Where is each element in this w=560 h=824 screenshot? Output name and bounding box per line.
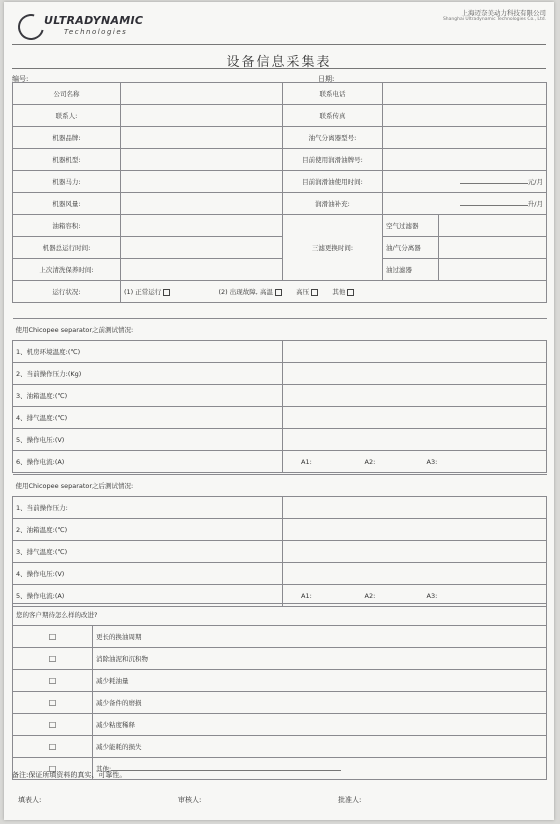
filler-label: 填表人: [18,796,42,804]
table-row [13,604,547,626]
before-row-value[interactable] [283,341,547,363]
before-row-label: 4、排气温度:(℃) [13,407,283,429]
expectation-item-other[interactable] [93,758,547,780]
before-a2-label: A2: [343,451,403,473]
table-row [13,149,547,171]
before-row-label: 3、油箱温度:(℃) [13,385,283,407]
lube-brand-label: 目前使用润滑油牌号: [283,149,383,171]
fax-label: 联系传真 [283,105,383,127]
footer-note: 备注:保证所填资料的真实、可靠性。 [12,771,127,779]
table-row [13,259,547,281]
table-row [13,670,547,692]
expectation-item: 更长的换油周期 [93,626,547,648]
table-row [13,429,547,451]
status-normal-checkbox[interactable] [163,289,170,296]
oil-filter-field[interactable] [439,259,547,281]
three-filter-label: 三滤更换时间: [283,215,383,281]
number-label: 编号: [12,75,29,83]
fax-field[interactable] [383,105,547,127]
contact-label: 联系人: [13,105,121,127]
air-filter-field[interactable] [439,215,547,237]
horsepower-field[interactable] [121,171,283,193]
after-a1-label: A1: [283,585,343,607]
separator-model-field[interactable] [383,127,547,149]
before-row-value[interactable] [283,363,547,385]
horsepower-label: 机器马力: [13,171,121,193]
before-row-label: 5、操作电压:(V) [13,429,283,451]
expectation-checkbox[interactable]: □ [13,670,93,692]
status-high-temp-checkbox[interactable] [275,289,282,296]
fill-underline [460,199,528,206]
status-high-pressure-checkbox[interactable] [311,289,318,296]
oil-volume-field[interactable] [121,215,283,237]
table-row [13,736,547,758]
total-hours-field[interactable] [121,237,283,259]
contact-field[interactable] [121,105,283,127]
expectation-checkbox[interactable]: □ [13,648,93,670]
expectation-checkbox[interactable]: □ [13,626,93,648]
date-label: 日期: [318,75,335,83]
company-name-cn: 上海迈奈美动力科技有限公司 [461,9,546,17]
table-row [13,626,547,648]
table-row [13,563,547,585]
air-filter-label: 空气过滤器 [383,215,439,237]
oil-gas-separator-label: 油/气分离器 [383,237,439,259]
oil-filter-label: 油过滤器 [383,259,439,281]
company-name-en: Shanghai Ultradynamic Technologies Co., Ltd. [442,17,546,22]
status-fault-label: (2) 出现故障, [218,288,258,296]
basic-info-table [12,82,547,303]
expectations-table [12,603,547,780]
status-other-checkbox[interactable] [347,289,354,296]
after-heading: 使用Chicopee separator之后测试情况: [13,475,547,497]
status-high-temp-label: 高温 [259,288,273,296]
airflow-field[interactable] [121,193,283,215]
after-row-value[interactable] [283,563,547,585]
before-row-label: 2、当前操作压力:(Kg) [13,363,283,385]
title-divider [12,68,546,69]
expectation-item: 减少能耗的损失 [93,736,547,758]
after-row-label: 1、当前操作压力: [13,497,283,519]
expectation-checkbox[interactable]: □ [13,758,93,780]
after-row-label: 2、油箱温度:(℃) [13,519,283,541]
status-label: 运行状况: [13,281,121,303]
before-test-table [12,318,547,473]
airflow-label: 机器风量: [13,193,121,215]
table-row [13,363,547,385]
before-row-label: 6、操作电流:(A) [13,451,283,473]
expectations-heading: 您的客户期待怎么样的改进? [13,604,547,626]
expectation-item: 减少备件的磨损 [93,692,547,714]
after-a2-label: A2: [343,585,403,607]
table-row [13,105,547,127]
table-row [13,648,547,670]
lube-brand-field[interactable] [383,149,547,171]
phone-label: 联系电话 [283,83,383,105]
expectation-checkbox[interactable]: □ [13,736,93,758]
separator-model-label: 油气分离器型号: [283,127,383,149]
before-heading: 使用Chicopee separator之前测试情况: [13,319,547,341]
expectation-checkbox[interactable]: □ [13,714,93,736]
company-logo [18,12,148,40]
table-row [13,341,547,363]
expectation-item: 减少粘度稀释 [93,714,547,736]
logo-sub-text: Technologies [64,28,128,36]
company-name-label: 公司名称 [13,83,121,105]
before-a3-label: A3: [403,451,547,473]
after-row-label: 5、操作电流:(A) [13,585,283,607]
table-row [13,215,547,237]
after-row-label: 4、操作电压:(V) [13,563,283,585]
total-hours-label: 机器总运行时间: [13,237,121,259]
table-row [13,193,547,215]
before-row-value[interactable] [283,385,547,407]
brand-field[interactable] [121,127,283,149]
reviewer-label: 审核人: [178,796,202,804]
last-service-label: 上次清洗保养时间: [13,259,121,281]
expectation-other-label: 其他: [96,765,112,773]
table-row [13,319,547,341]
approver-label: 批准人: [338,796,362,804]
after-row-value[interactable] [283,541,547,563]
table-row [13,237,547,259]
phone-field[interactable] [383,83,547,105]
table-row [13,519,547,541]
company-name-field[interactable] [121,83,283,105]
lube-topup-label: 润滑油补充: [283,193,383,215]
lube-time-field[interactable] [383,171,547,193]
expectation-item: 消除油泥和沉积物 [93,648,547,670]
after-a3-label: A3: [403,585,547,607]
form-page [4,2,554,820]
before-row-value[interactable] [283,407,547,429]
table-row [13,171,547,193]
status-high-pressure-label: 高压 [296,288,310,296]
fill-underline [111,764,341,771]
after-row-value[interactable] [283,519,547,541]
brand-label: 机器品牌: [13,127,121,149]
lube-topup-unit: 升/月 [527,200,543,208]
lube-time-unit: 元/月 [527,178,543,186]
after-row-value[interactable] [283,497,547,519]
table-row [13,475,547,497]
lube-time-label: 目前润滑油使用时间: [283,171,383,193]
model-field[interactable] [121,149,283,171]
table-row [13,407,547,429]
logo-main-text: ULTRADYNAMIC [44,14,144,27]
after-row-label: 3、排气温度:(℃) [13,541,283,563]
lube-topup-field[interactable] [383,193,547,215]
table-row [13,281,547,303]
table-row [13,714,547,736]
status-other-label: 其他 [332,288,346,296]
table-row [13,497,547,519]
before-a1-label: A1: [283,451,343,473]
after-test-table [12,474,547,607]
table-row [13,385,547,407]
header-divider [12,44,546,45]
form-title: 设备信息采集表 [226,55,332,70]
model-label: 机器机型: [13,149,121,171]
status-normal-label: (1) 正常运行 [124,288,162,296]
table-row [13,451,547,473]
table-row [13,127,547,149]
table-row [13,83,547,105]
before-row-label: 1、机房环境温度:(℃) [13,341,283,363]
oil-volume-label: 油箱容积: [13,215,121,237]
before-row-value[interactable] [283,429,547,451]
expectation-item: 减少耗油量 [93,670,547,692]
status-options [121,281,547,303]
expectation-checkbox[interactable]: □ [13,692,93,714]
table-row [13,541,547,563]
table-row [13,692,547,714]
oil-gas-separator-field[interactable] [439,237,547,259]
fill-underline [460,177,528,184]
last-service-field[interactable] [121,259,283,281]
